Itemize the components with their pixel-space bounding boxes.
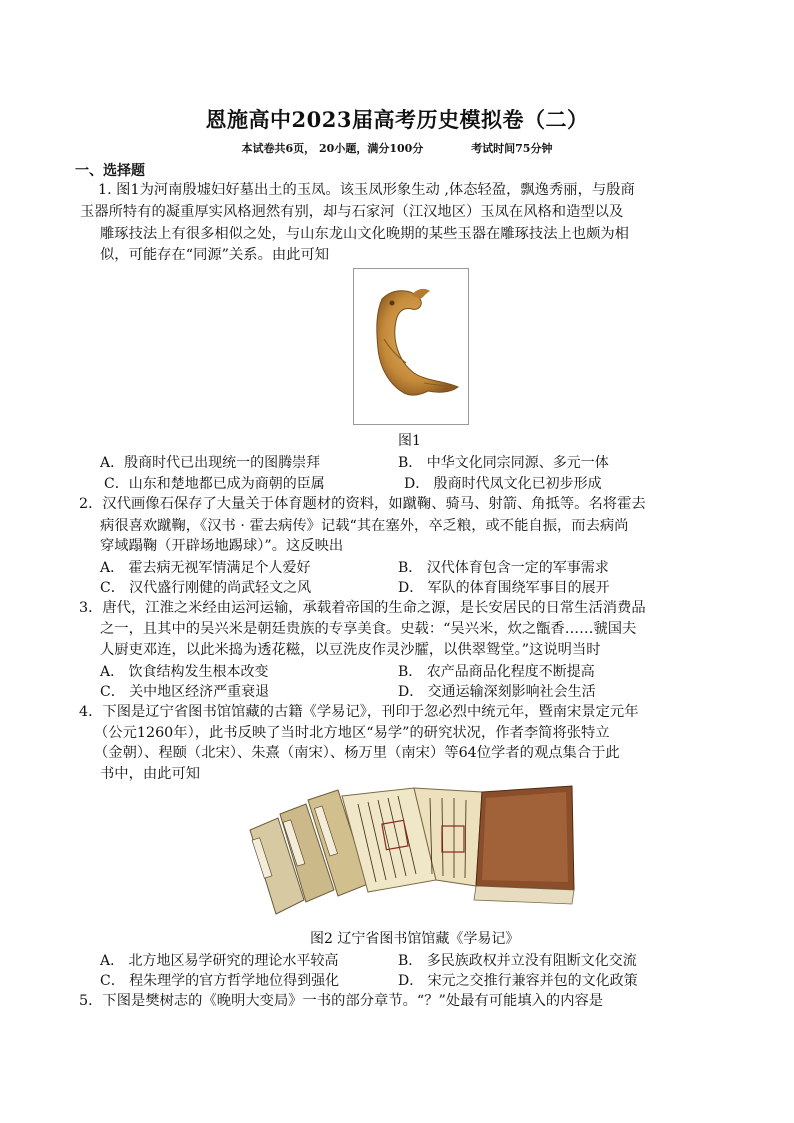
q4-option-b[interactable]: B． 多民族政权并立没有阻断文化交流: [398, 953, 637, 969]
q1-option-d[interactable]: D． 殷商时代凤文化已初步形成: [404, 476, 602, 492]
q2-option-a[interactable]: A． 霍去病无视军情满足个人爱好: [100, 560, 311, 576]
figure-1-caption: 图1: [398, 433, 421, 449]
q1-line: 玉器所特有的凝重厚实风格迥然有别，却与石家河（江汉地区）玉凤在风格和造型以及: [80, 204, 624, 220]
figure-jade-phoenix: [353, 268, 469, 425]
q3-line: 3．唐代，江淮之米经由运河运输，承载着帝国的生命之源，是长安居民的日常生活消费品: [79, 600, 646, 616]
q3-line: 人厨吏邓连，以此米捣为透花糍，以豆洗皮作灵沙臛，以供翠鸳堂。”这说明当时: [100, 642, 601, 658]
q4-line: 书中，由此可知: [100, 766, 201, 782]
xueyiji-books-image: [246, 782, 576, 922]
q1-option-a[interactable]: A．殷商时代已出现统一的图腾崇拜: [100, 455, 321, 471]
figure-2-caption: 图2 辽宁省图书馆馆藏《学易记》: [310, 931, 520, 947]
q3-line: 之一，且其中的吴兴米是朝廷贵族的专享美食。史载：“吴兴米，炊之甑香……虢国夫: [100, 621, 637, 637]
q4-option-c[interactable]: C． 程朱理学的官方哲学地位得到强化: [100, 973, 340, 989]
q4-line: （公元1260年），此书反映了当时北方地区“易学”的研究状况，作者李简将张特立: [94, 725, 610, 741]
q4-line: 4．下图是辽宁省图书馆馆藏的古籍《学易记》，刊印于忽必烈中统元年，暨南宋景定元年: [79, 704, 639, 720]
q2-line: 2．汉代画像石保存了大量关于体育题材的资料，如蹴鞠、骑马、射箭、角抵等。名将霍去: [79, 496, 646, 512]
jade-phoenix-image: [354, 269, 468, 424]
exam-meta-time: 考试时间75分钟: [471, 142, 553, 155]
section-title: 一、选择题: [75, 163, 145, 179]
q2-option-d[interactable]: D． 军队的体育围绕军事目的展开: [398, 580, 610, 596]
q2-line: 穿域蹋鞠（开辟场地踢球）”。这反映出: [100, 538, 344, 554]
q4-option-a[interactable]: A． 北方地区易学研究的理论水平较高: [100, 953, 339, 969]
q2-line: 病很喜欢蹴鞠，《汉书 · 霍去病传》记载“其在塞外，卒乏粮，或不能自振，而去病尚: [100, 518, 629, 534]
figure-xueyiji-books: [246, 782, 576, 922]
exam-title: 恩施高中2023届高考历史模拟卷（二）: [205, 107, 589, 132]
q1-line: 雕琢技法上有很多相似之处，与山东龙山文化晚期的某些玉器在雕琢技法上也颇为相: [100, 226, 629, 242]
q1-option-c[interactable]: C．山东和楚地都已成为商朝的臣属: [104, 476, 325, 492]
q4-option-d[interactable]: D． 宋元之交推行兼容并包的文化政策: [398, 973, 638, 989]
q3-option-d[interactable]: D． 交通运输深刻影响社会生活: [398, 684, 596, 700]
exam-meta: [0, 140, 794, 156]
q3-option-b[interactable]: B． 农产品商品化程度不断提高: [398, 664, 595, 680]
q5-line: 5．下图是樊树志的《晚明大变局》一书的部分章节。“？”处最有可能填入的内容是: [79, 993, 604, 1009]
q2-option-c[interactable]: C． 汉代盛行刚健的尚武轻文之风: [100, 580, 312, 596]
q3-option-c[interactable]: C． 关中地区经济严重衰退: [100, 684, 270, 700]
q1-line: 1. 图1为河南殷墟妇好墓出土的玉凤。该玉凤形象生动 ,体态轻盈，飘逸秀丽，与殷商: [98, 182, 635, 198]
q3-option-a[interactable]: A． 饮食结构发生根本改变: [100, 664, 269, 680]
q1-option-b[interactable]: B． 中华文化同宗同源、多元一体: [398, 455, 609, 471]
exam-meta-pages: 本试卷共6页， 20小题，满分100分: [241, 142, 424, 155]
q4-line: （金朝）、程颐（北宋）、朱熹（南宋）、杨万里（南宋）等64位学者的观点集合于此: [94, 745, 620, 761]
q2-option-b[interactable]: B． 汉代体育包含一定的军事需求: [398, 560, 609, 576]
q1-line: 似，可能存在“同源”关系。由此可知: [100, 247, 330, 263]
